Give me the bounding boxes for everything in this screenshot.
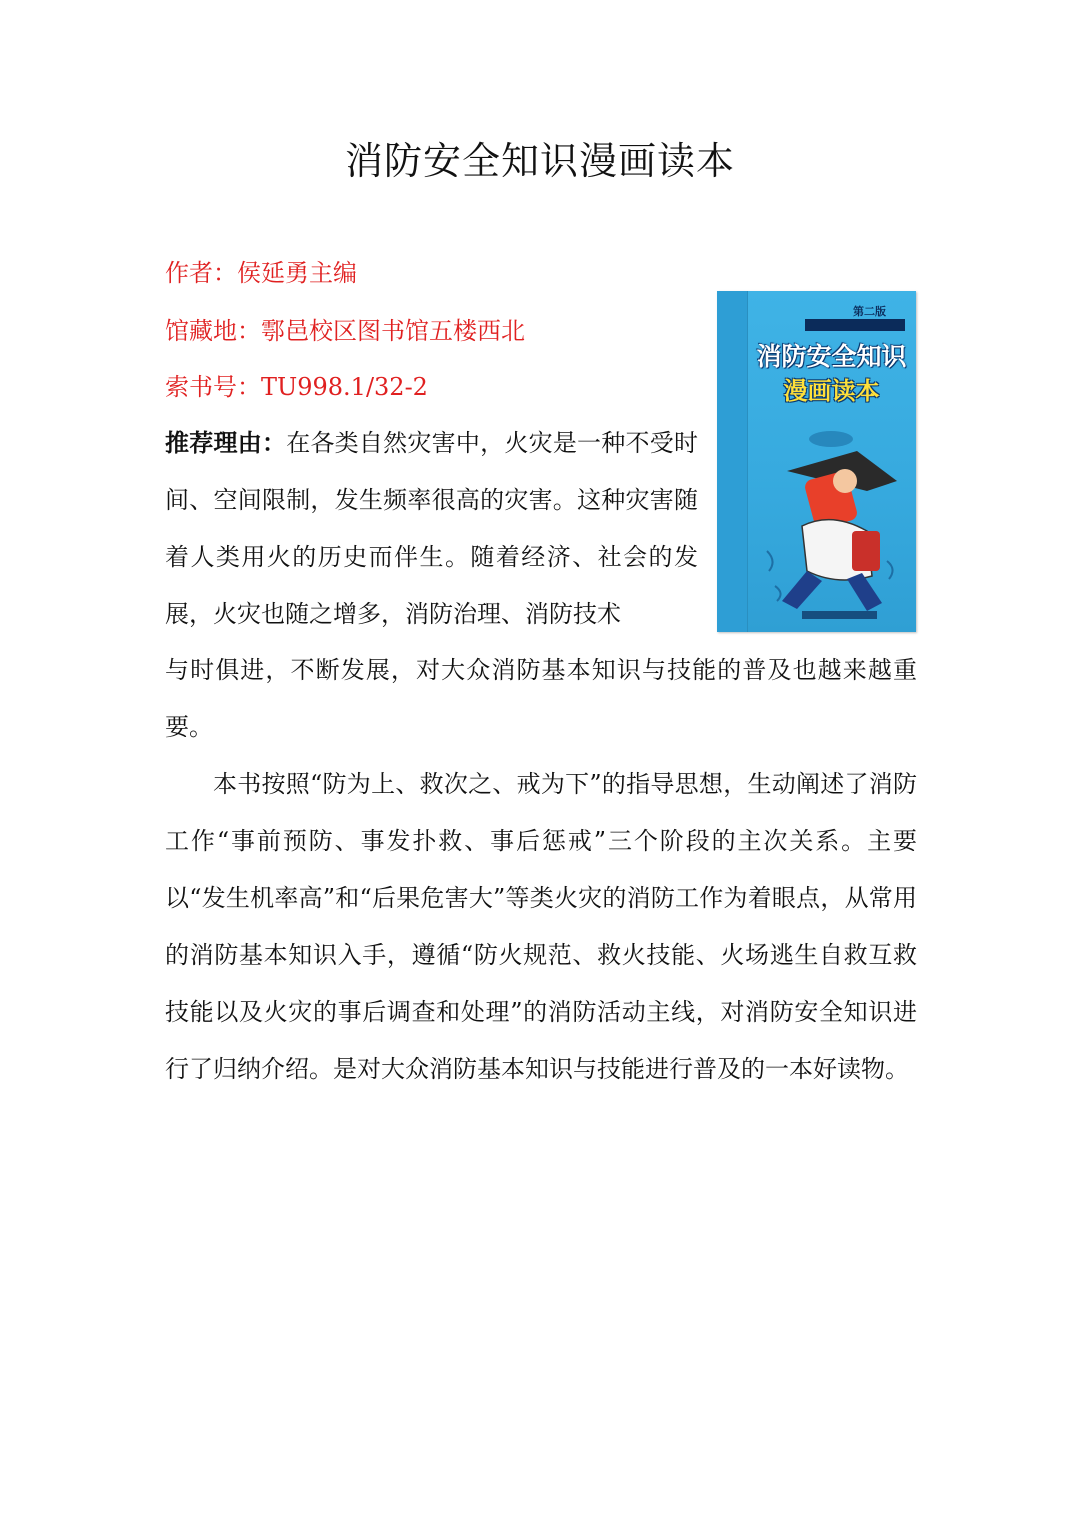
recommendation-text: 在各类自然灾害中，火灾是一种不受时间、空间限制，发生频率很高的灾害。这种灾害随着人类用火的历史而伴生。随着经济、社会的发展，火灾也随之增多，消防治理、消防技术 xyxy=(165,429,699,628)
recommendation-label: 推荐理由： xyxy=(165,428,287,457)
cover-subtitle: 漫画读本 xyxy=(783,377,880,405)
recommendation-paragraph xyxy=(165,414,698,643)
location-line: 馆藏地：鄠邑校区图书馆五楼西北 xyxy=(165,317,525,345)
call-number-line: 索书号：TU998.1/32-2 xyxy=(165,373,428,401)
cover-illustration xyxy=(747,411,916,632)
cover-series-band xyxy=(805,319,905,331)
cover-edition: 第二版 xyxy=(853,305,886,318)
book-cover-image xyxy=(717,291,916,632)
cover-spine xyxy=(717,291,748,632)
page-title: 消防安全知识漫画读本 xyxy=(344,139,735,183)
author-line: 作者：侯延勇主编 xyxy=(165,259,357,287)
cover-title: 消防安全知识 xyxy=(756,342,907,371)
description-paragraph: 本书按照“防为上、救次之、戒为下”的指导思想，生动阐述了消防工作“事前预防、事发扑救、事后惩戒”三个阶段的主次关系。主要以“发生机率高”和“后果危害大”等类火灾的消防工作为着眼点，从常用的消防基本知识入手，遵循“防火规范、救火技能、火场逃生自救互救技能以及火灾的事后调查和处理”的消防活动主线，对消防安全知识进行了归纳介绍。是对大众消防基本知识与技能进行普及的一本好读物。 xyxy=(165,770,917,1083)
recommendation-paragraph-continued: 与时俱进，不断发展，对大众消防基本知识与技能的普及也越来越重要。 xyxy=(165,656,917,741)
